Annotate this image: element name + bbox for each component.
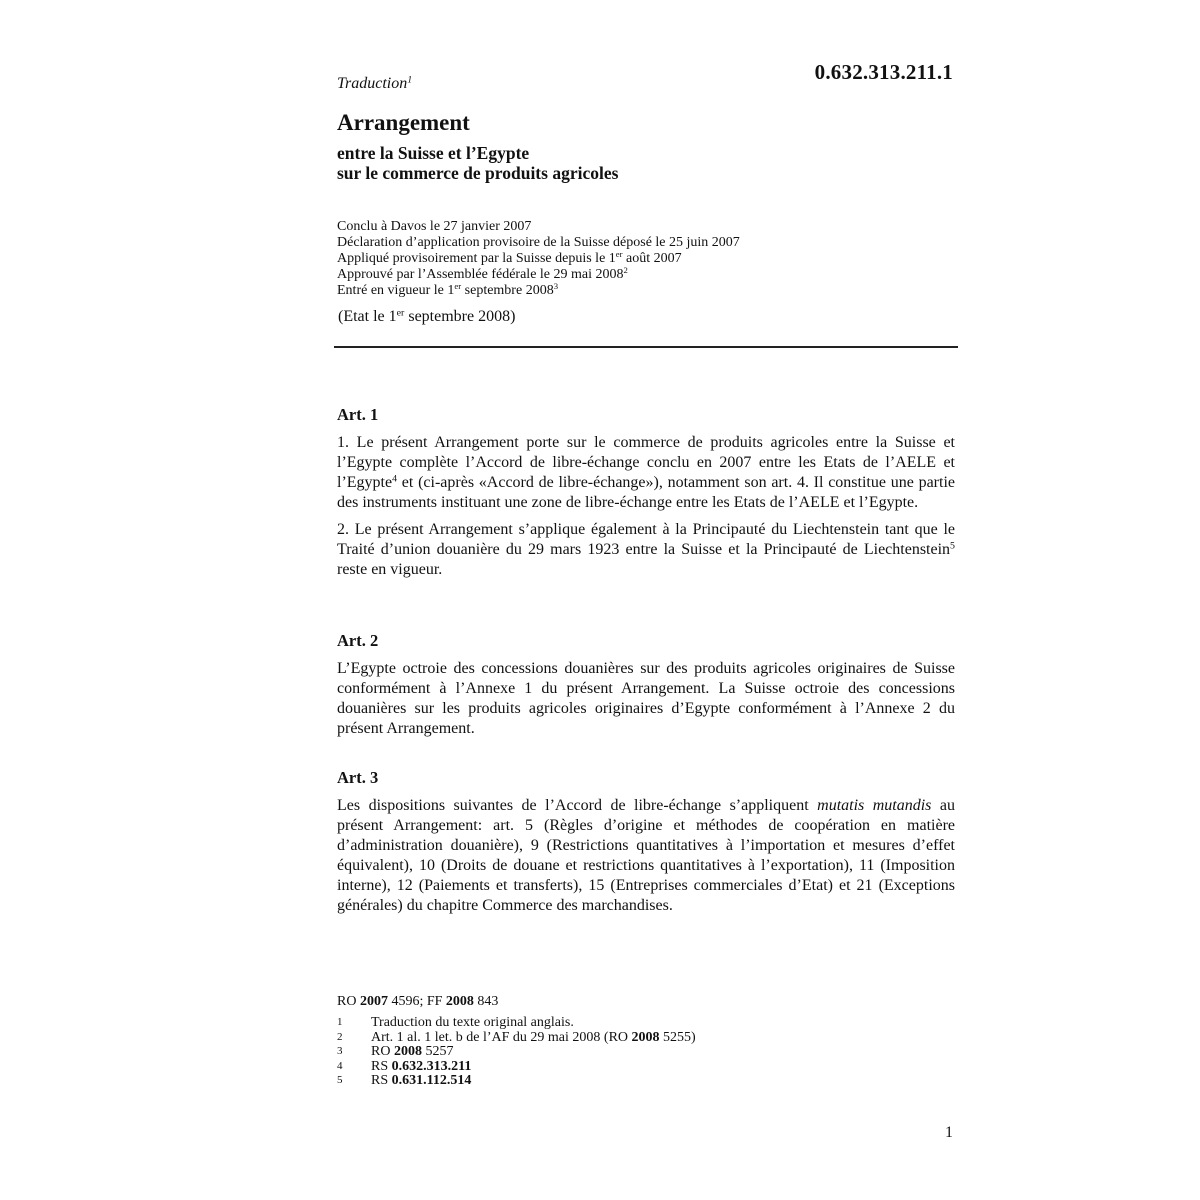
sr-number: 0.632.313.211.1: [814, 60, 953, 84]
article-3-text-b: au présent Arrangement: art. 5 (Règles d’origine et méthodes de coopération en matière d’administration douanière), 9 (Restrictions quantitatives à l’importation et mesures d’effet équivalent), 10 (Droits de douane et restrictions quantitatives à l’exportation), 11 (Imposition interne), 12 (Paiements et transferts), 15 (Entreprises commerciales d’Etat) et 21 (Exceptions générales) du chapitre Commerce des marchandises.: [337, 797, 955, 914]
publication-reference: [337, 994, 498, 1010]
page-number: 1: [945, 1124, 953, 1141]
footnote-1: [337, 1016, 696, 1031]
meta-applique-text: Appliqué provisoirement par la Suisse depuis le 1: [337, 251, 616, 266]
article-2-body: [337, 659, 955, 739]
footnote-text-b: 5257: [421, 1044, 454, 1059]
footnote-ref-2[interactable]: 2: [623, 265, 628, 276]
meta-entre-sup: er: [454, 281, 462, 292]
etat-text: (Etat le 1: [338, 308, 397, 325]
footnote-text-a: RS: [371, 1073, 392, 1088]
document-metadata: [337, 219, 740, 299]
footnote-ref-5[interactable]: 5: [950, 540, 955, 552]
meta-applique-sup: er: [615, 249, 623, 260]
footnote-number: 5: [337, 1074, 343, 1086]
meta-entre-date: septembre 2008: [461, 283, 554, 298]
footnote-text: [371, 1074, 471, 1089]
subtitle-line-2: sur le commerce de produits agricoles: [337, 163, 619, 183]
article-1-paragraph-2: [337, 520, 955, 580]
article-2-heading: Art. 2: [337, 631, 379, 650]
etat-date: [338, 308, 515, 326]
article-1-p1-text-b: et (ci-après «Accord de libre-échange»), notamment son art. 4. Il constitue une partie des instruments instituant une zone de libre-échange entre les Etats de l’AELE et l’Egypte.: [337, 474, 955, 511]
meta-applique: [337, 251, 740, 267]
meta-approuve-text: Approuvé par l’Assemblée fédérale le 29 mai 2008: [337, 267, 624, 282]
footnote-3: [337, 1045, 696, 1060]
article-1-heading: Art. 1: [337, 405, 379, 424]
footnotes-list: [337, 1016, 696, 1089]
footnote-number: 3: [337, 1045, 343, 1057]
header-divider: [334, 346, 958, 348]
article-1-body: [337, 433, 955, 580]
article-3-body: [337, 796, 955, 916]
article-1-paragraph-1: [337, 433, 955, 513]
footnote-number: 1: [337, 1016, 343, 1028]
subtitle-line-1: entre la Suisse et l’Egypte: [337, 143, 530, 163]
footnote-ref-1[interactable]: 1: [407, 74, 413, 86]
translation-note: [337, 75, 412, 93]
footnote-text: [371, 1031, 696, 1046]
ref-ro-page: 4596; FF: [387, 994, 446, 1009]
article-2-paragraph: L’Egypte octroie des concessions douanières sur des produits agricoles originaires de Suisse conformément à l’Annexe 1 du présent Arrangement. La Suisse octroie des concessions douanières sur les produits agricoles originaires d’Egypte conformément à l’Annexe 2 du présent Arrangement.: [337, 660, 955, 737]
ref-ro-label: RO: [337, 994, 360, 1009]
footnote-bold: 0.632.313.211: [391, 1058, 472, 1074]
footnote-number: 4: [337, 1059, 343, 1072]
article-3-latin-term: mutatis mutandis: [817, 797, 932, 814]
meta-entre: [337, 283, 740, 299]
footnote-text: [371, 1045, 453, 1060]
meta-declaration: Déclaration d’application provisoire de la Suisse déposé le 25 juin 2007: [337, 235, 740, 250]
article-3-paragraph: [337, 796, 955, 916]
ref-ff-year: 2008: [445, 994, 474, 1009]
translation-label: Traduction: [337, 75, 408, 92]
document-subtitle: [337, 143, 618, 183]
footnote-text: [371, 1060, 471, 1075]
ref-ro-year: 2007: [359, 994, 388, 1009]
footnote-number: 2: [337, 1030, 343, 1043]
meta-applique-date: août 2007: [622, 251, 682, 266]
footnote-text-b: 5255): [659, 1029, 696, 1045]
document-title: Arrangement: [337, 110, 470, 135]
footnote-ref-4[interactable]: 4: [392, 473, 398, 485]
footnote-4: [337, 1060, 696, 1075]
footnote-2: [337, 1031, 696, 1046]
meta-conclu: Conclu à Davos le 27 janvier 2007: [337, 219, 532, 234]
article-1-p2-text-a: 2. Le présent Arrangement s’applique également à la Principauté du Liechtenstein tant que le Traité d’union douanière du 29 mars 1923 entre la Suisse et la Principauté de Liechtenstein: [337, 521, 955, 558]
article-3-text-a: Les dispositions suivantes de l’Accord de libre-échange s’appliquent: [337, 797, 818, 814]
etat-date-text: septembre 2008): [404, 308, 516, 325]
meta-approuve: [337, 267, 740, 283]
etat-sup: er: [396, 307, 405, 319]
meta-entre-text: Entré en vigueur le 1: [337, 283, 455, 298]
footnote-bold: 2008: [393, 1044, 422, 1059]
footnote-text-a: Art. 1 al. 1 let. b de l’AF du 29 mai 2008 (RO: [371, 1029, 632, 1045]
footnote-text: Traduction du texte original anglais.: [371, 1015, 574, 1030]
footnote-5: [337, 1074, 696, 1089]
ref-ff-page: 843: [473, 994, 499, 1009]
footnote-bold: 0.631.112.514: [391, 1073, 472, 1088]
footnote-text-a: RO: [371, 1044, 394, 1059]
footnote-text-a: RS: [371, 1058, 392, 1074]
article-3-heading: Art. 3: [337, 768, 379, 787]
footnote-ref-3[interactable]: 3: [553, 281, 559, 292]
article-1-p1-text-a: 1. Le présent Arrangement porte sur le commerce de produits agricoles entre la Suisse et l’Egypte complète l’Accord de libre-échange conclu en 2007 entre les Etats de l’AELE et l’Egypte: [337, 434, 955, 491]
article-1-p2-text-b: reste en vigueur.: [337, 561, 443, 578]
footnote-bold: 2008: [631, 1029, 660, 1045]
